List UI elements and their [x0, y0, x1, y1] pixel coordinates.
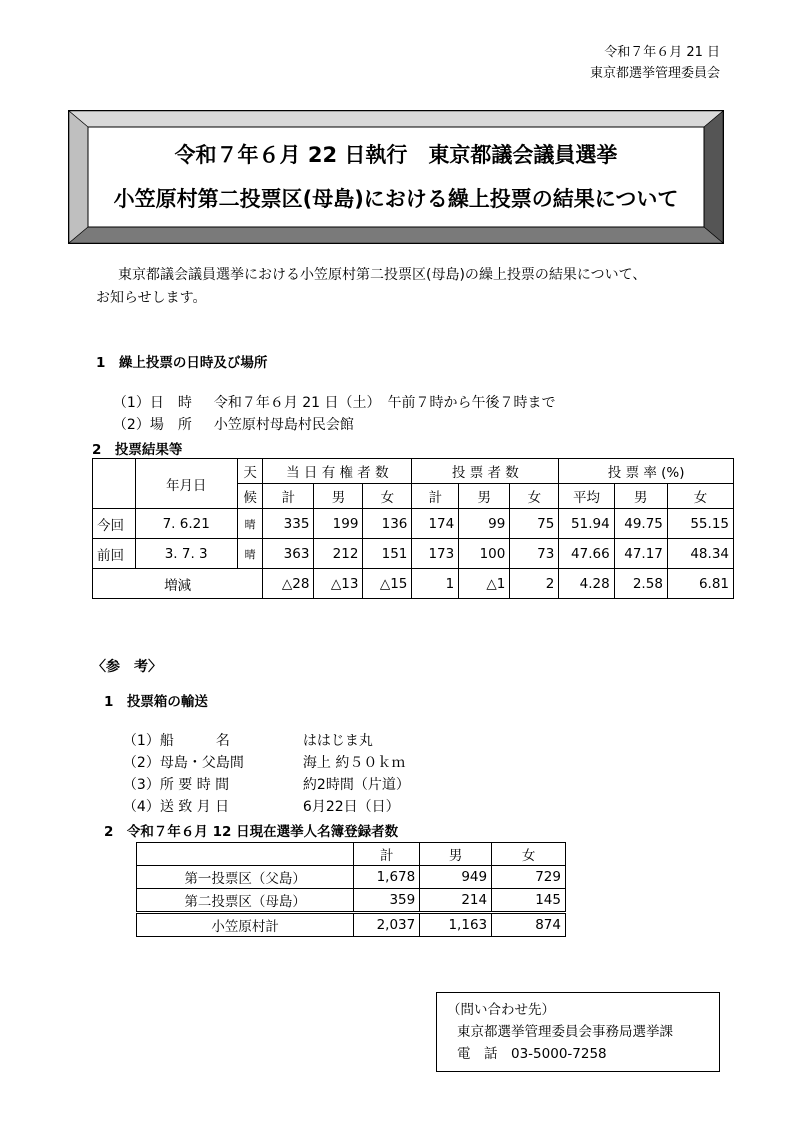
reference-sub2-heading: 2 令和７年６月 12 日現在選挙人名簿登録者数 [104, 824, 399, 840]
section-1-heading: 1 繰上投票の日時及び場所 [96, 355, 268, 371]
cell-value: 174 [412, 509, 459, 539]
cell-value: 2.58 [614, 569, 667, 599]
cell-value: 199 [314, 509, 363, 539]
datetime-value: 令和７年６月 21 日（土） 午前７時から午後７時まで [213, 395, 556, 411]
table-row [137, 866, 566, 889]
title-line-1: 令和７年６月 22 日執行 東京都議会議員選挙 [174, 143, 618, 167]
header-rate-female: 女 [667, 484, 733, 509]
reg-header-female: 女 [492, 843, 566, 866]
transport-value: 6月22日（日） [302, 799, 400, 815]
cell-value: △15 [363, 569, 412, 599]
cell-value: 47.66 [559, 539, 614, 569]
issuing-org: 東京都選挙管理委員会 [589, 66, 720, 81]
transport-label: （4）送 致 月 日 [122, 799, 230, 815]
cell-value: 874 [492, 913, 566, 937]
row-label-previous: 前回 [93, 539, 136, 569]
header-rate: 投 票 率 (%) [559, 459, 734, 484]
cell-value: 1,163 [420, 913, 492, 937]
row-label-diff: 増減 [93, 569, 263, 599]
cell-value: 99 [459, 509, 510, 539]
transport-value: ははじま丸 [302, 733, 373, 749]
cell-value: 212 [314, 539, 363, 569]
cell-value: 151 [363, 539, 412, 569]
header-eligible-female: 女 [363, 484, 412, 509]
contact-box [436, 992, 720, 1072]
cell-value: △28 [263, 569, 314, 599]
reg-row-label: 第一投票区（父島） [137, 866, 354, 889]
reference-heading: 〈参 考〉 [92, 659, 162, 675]
header-eligible-total: 計 [263, 484, 314, 509]
reg-sum-label: 小笠原村計 [137, 913, 354, 937]
title-block [88, 127, 704, 227]
cell-value: 2 [510, 569, 559, 599]
table-row [137, 843, 566, 866]
transport-value: 海上 約５０ｋｍ [302, 755, 406, 771]
cell-value: △1 [459, 569, 510, 599]
datetime-label: （1）日 時 [112, 395, 192, 411]
cell-value: 2,037 [354, 913, 420, 937]
table-row [137, 913, 566, 937]
intro-line-2: お知らせします。 [96, 290, 207, 306]
cell-value: 47.17 [614, 539, 667, 569]
header-weather-top: 天 [237, 459, 263, 484]
place-label: （2）場 所 [112, 417, 192, 433]
reg-corner-cell [137, 843, 354, 866]
cell-value: 4.28 [559, 569, 614, 599]
transport-date [114, 777, 400, 817]
row-label-current: 今回 [93, 509, 136, 539]
transport-label: （1）船 名 [122, 733, 230, 749]
cell-value: 73 [510, 539, 559, 569]
header-voters-total: 計 [412, 484, 459, 509]
reg-header-male: 男 [420, 843, 492, 866]
row-date-current: 7. 6.21 [135, 509, 237, 539]
cell-value: 359 [354, 889, 420, 913]
cell-value: 51.94 [559, 509, 614, 539]
header-voters-male: 男 [459, 484, 510, 509]
cell-value: 1 [412, 569, 459, 599]
header-voters-female: 女 [510, 484, 559, 509]
contact-phone: 電 話 03-5000-7258 [457, 1046, 607, 1062]
cell-value: 729 [492, 866, 566, 889]
cell-value: 49.75 [614, 509, 667, 539]
cell-value: 1,678 [354, 866, 420, 889]
row-weather-previous: 晴 [237, 539, 263, 569]
table-row [93, 569, 734, 599]
cell-value: 100 [459, 539, 510, 569]
header-eligible: 当 日 有 権 者 数 [263, 459, 412, 484]
place-value: 小笠原村母島村民会館 [213, 417, 354, 433]
cell-value: 6.81 [667, 569, 733, 599]
cell-value: △13 [314, 569, 363, 599]
registration-table [136, 842, 566, 937]
cell-value: 48.34 [667, 539, 733, 569]
cell-value: 75 [510, 509, 559, 539]
title-line-2: 小笠原村第二投票区(母島)における繰上投票の結果について [113, 187, 679, 211]
cell-value: 363 [263, 539, 314, 569]
reference-sub1-heading: 1 投票箱の輸送 [104, 694, 208, 710]
transport-label: （3）所 要 時 間 [122, 777, 230, 793]
header-rate-avg: 平均 [559, 484, 614, 509]
cell-value: 949 [420, 866, 492, 889]
cell-value: 55.15 [667, 509, 733, 539]
cell-value: 136 [363, 509, 412, 539]
table-row [137, 889, 566, 913]
contact-title: （問い合わせ先） [447, 1002, 555, 1018]
cell-value: 335 [263, 509, 314, 539]
issue-date: 令和７年６月 21 日 [604, 45, 720, 60]
cell-value: 214 [420, 889, 492, 913]
section-2-heading: 2 投票結果等 [92, 442, 183, 458]
intro-line-1: 東京都議会議員選挙における小笠原村第二投票区(母島)の繰上投票の結果について、 [118, 267, 647, 283]
transport-value: 約2時間（片道） [302, 777, 410, 793]
row-weather-current: 晴 [237, 509, 263, 539]
header-voters: 投 票 者 数 [412, 459, 559, 484]
row-date-previous: 3. 7. 3 [135, 539, 237, 569]
schedule-place [104, 395, 354, 435]
transport-label: （2）母島・父島間 [122, 755, 244, 771]
results-table [92, 458, 734, 599]
cell-value: 145 [492, 889, 566, 913]
table-row [93, 509, 734, 539]
header-rate-male: 男 [614, 484, 667, 509]
contact-department: 東京都選挙管理委員会事務局選挙課 [457, 1024, 673, 1040]
reg-row-label: 第二投票区（母島） [137, 889, 354, 913]
cell-value: 173 [412, 539, 459, 569]
table-row [93, 539, 734, 569]
document-header [590, 42, 720, 84]
header-weather-bottom: 候 [237, 484, 263, 509]
corner-cell [93, 459, 136, 509]
reg-header-total: 計 [354, 843, 420, 866]
header-date: 年月日 [135, 459, 237, 509]
header-eligible-male: 男 [314, 484, 363, 509]
